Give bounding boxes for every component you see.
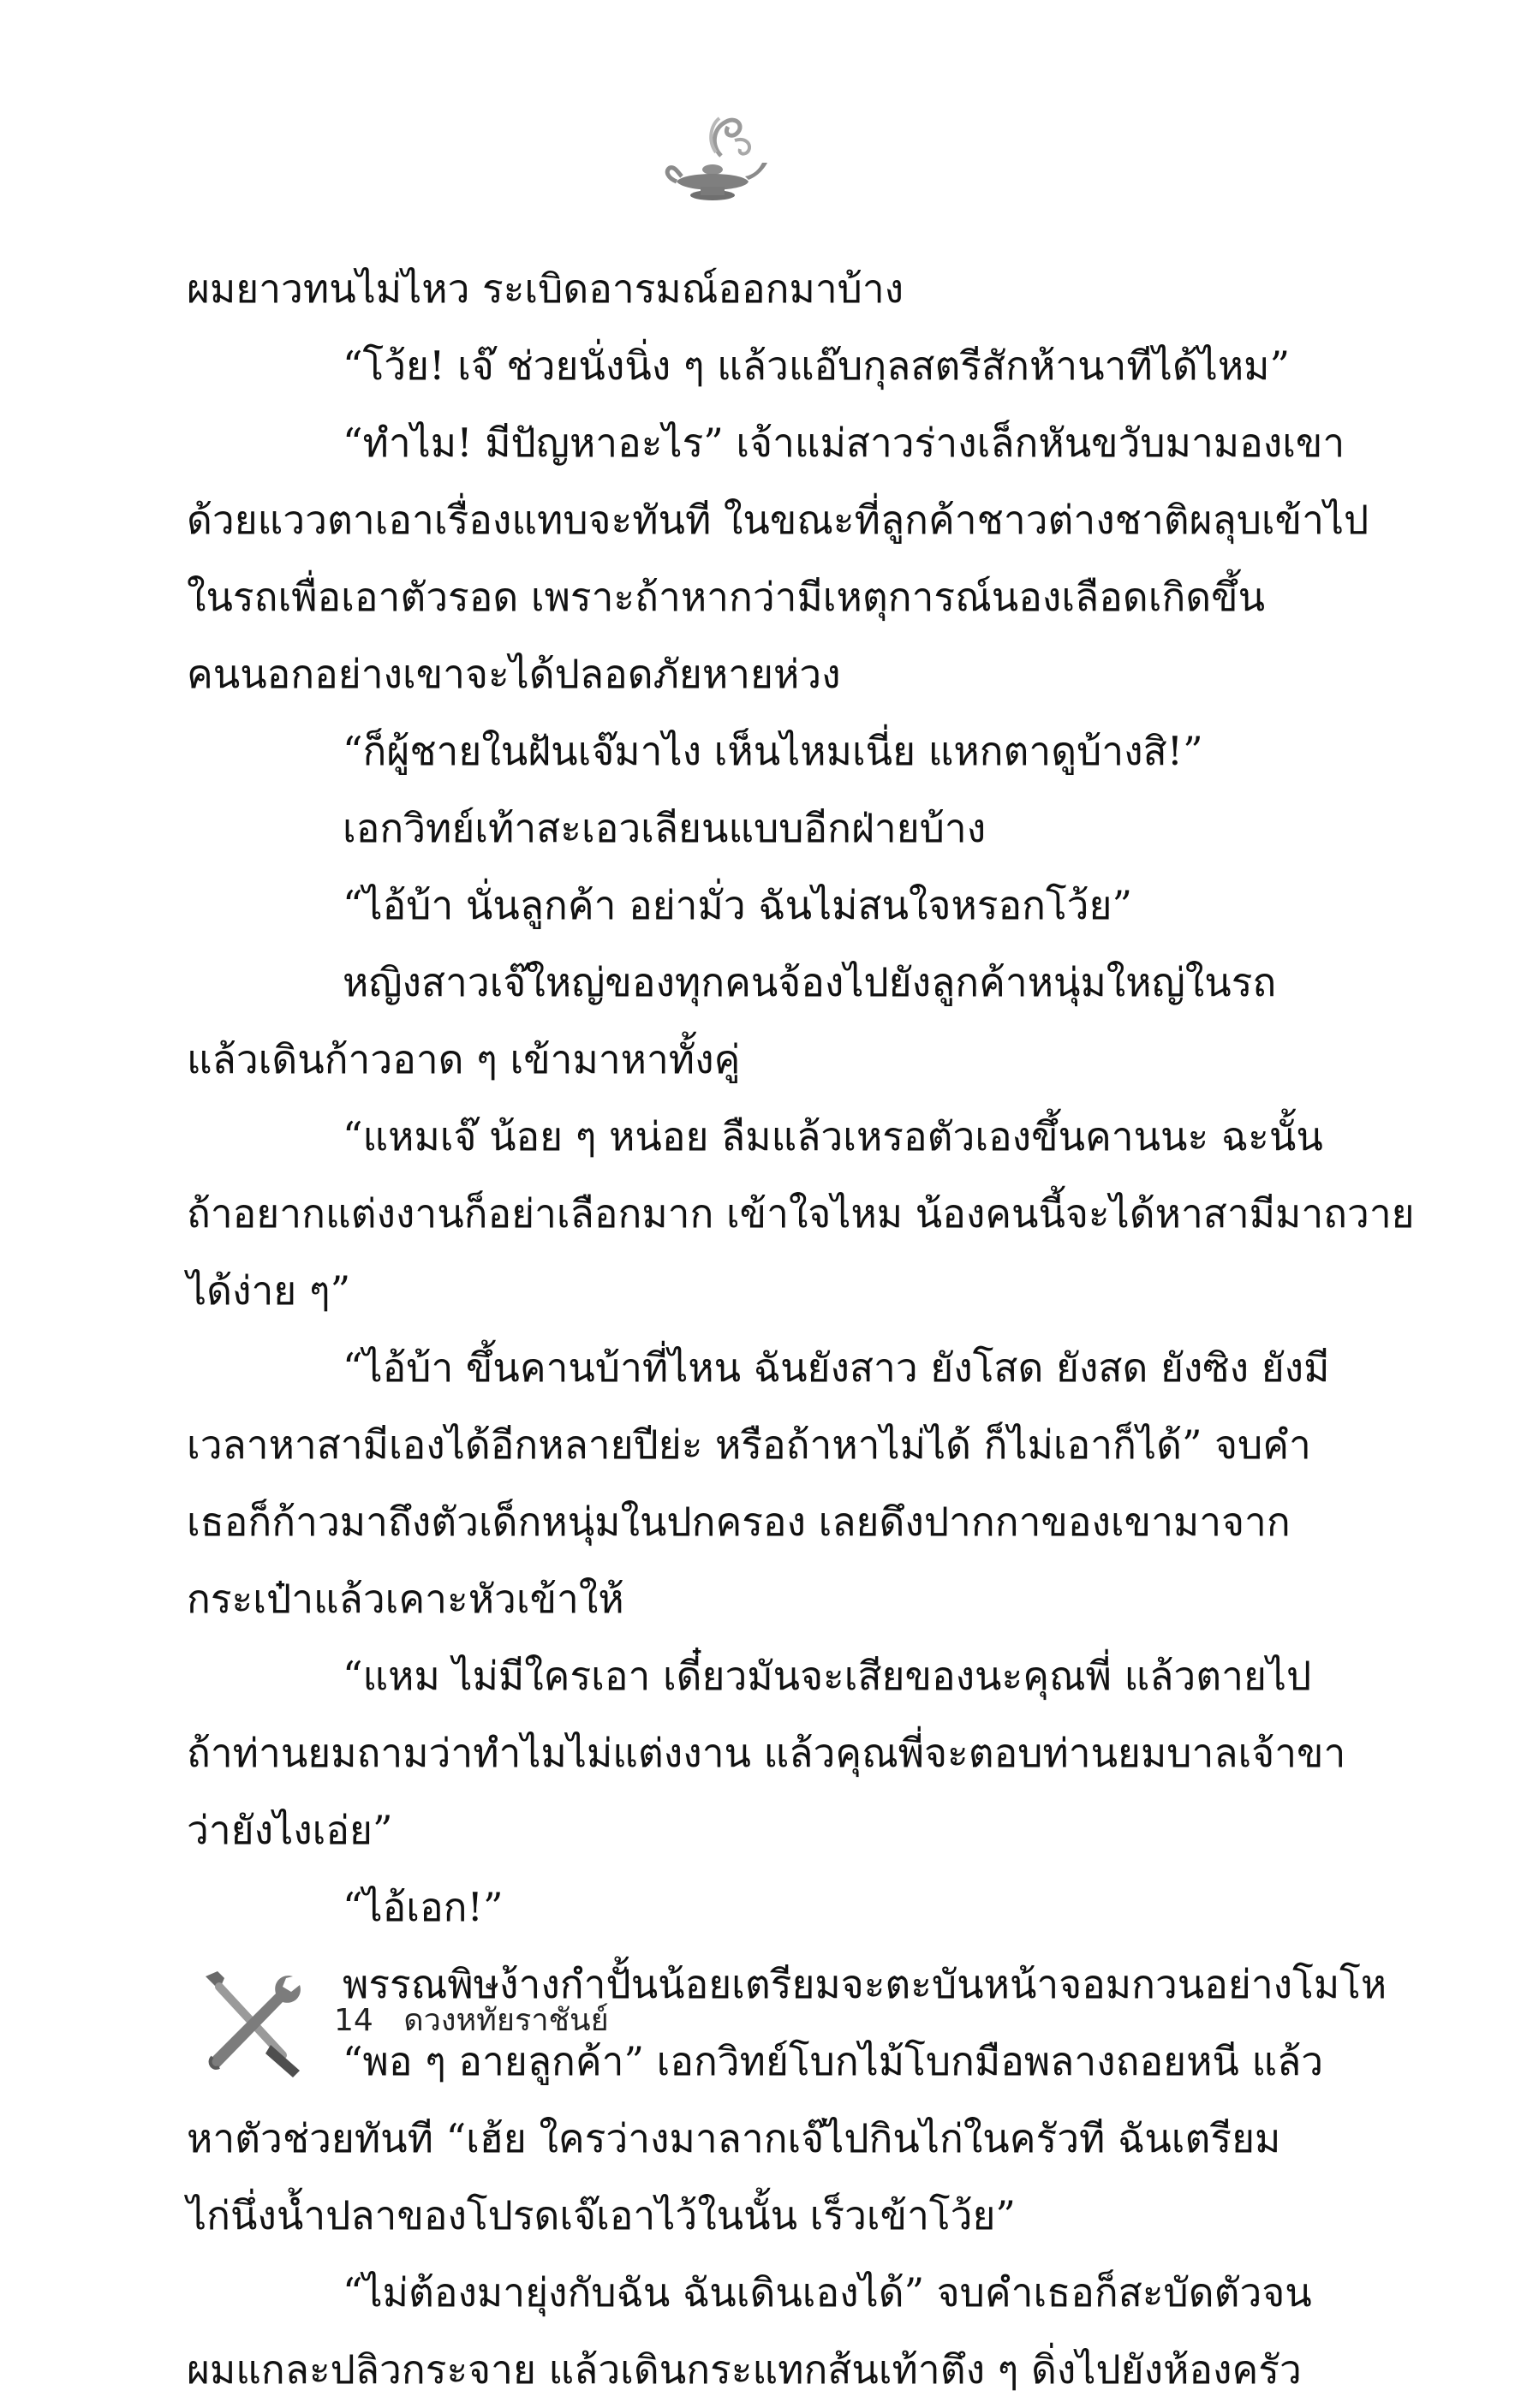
text-line: เธอก็ก้าวมาถึงตัวเด็กหนุ่มในปกครอง เลยดึงปากกาของเขามาจาก bbox=[187, 1499, 1291, 1545]
text-line: “ไอ้บ้า นั่นลูกค้า อย่ามั่ว ฉันไม่สนใจหรอกโว้ย” bbox=[343, 882, 1132, 928]
text-line: ผมแกละปลิวกระจาย แล้วเดินกระแทกส้นเท้าตึง ๆ ดิ่งไปยังห้องครัว bbox=[187, 2346, 1302, 2393]
magic-lamp-icon bbox=[659, 103, 771, 214]
text-line: ถ้าท่านยมถามว่าทำไมไม่แต่งงาน แล้วคุณพี่จะตอบท่านยมบาลเจ้าขา bbox=[187, 1730, 1346, 1776]
text-line: หญิงสาวเจ๊ใหญ่ของทุกคนจ้องไปยังลูกค้าหนุ่มใหญ่ในรถ bbox=[343, 959, 1277, 1005]
footer-text bbox=[334, 1995, 629, 2044]
text-line: “ก็ผู้ชายในฝันเจ๊มาไง เห็นไหมเนี่ย แหกตาดูบ้างสิ!” bbox=[343, 728, 1203, 774]
text-line: ผมยาวทนไม่ไหว ระเบิดอารมณ์ออกมาบ้าง bbox=[187, 265, 904, 312]
text-line: กระเป๋าแล้วเคาะหัวเข้าให้ bbox=[187, 1576, 624, 1622]
wrench-screwdriver-icon bbox=[187, 1961, 315, 2081]
page-number: 14 bbox=[334, 2003, 373, 2038]
text-line: “ไอ้บ้า ขึ้นคานบ้าที่ไหน ฉันยังสาว ยังโสด ยังสด ยังซิง ยังมี bbox=[343, 1344, 1330, 1391]
text-line: “โว้ย! เจ๊ ช่วยนั่งนิ่ง ๆ แล้วแอ๊บกุลสตรีสักห้านาทีได้ไหม” bbox=[343, 343, 1290, 389]
book-title: ดวงหทัยราชันย์ bbox=[403, 2003, 609, 2038]
text-line: ด้วยแววตาเอาเรื่องแทบจะทันที ในขณะที่ลูกค้าชาวต่างชาติผลุบเข้าไป bbox=[187, 497, 1369, 543]
text-line: เอกวิทย์เท้าสะเอวเลียนแบบอีกฝ่ายบ้าง bbox=[343, 805, 987, 851]
text-line: “แหมเจ๊ น้อย ๆ หน่อย ลืมแล้วเหรอตัวเองขึ้นคานนะ ฉะนั้น bbox=[343, 1113, 1323, 1159]
body-text bbox=[187, 250, 1415, 2408]
text-line: แล้วเดินก้าวอาด ๆ เข้ามาหาทั้งคู่ bbox=[187, 1036, 741, 1082]
page-footer bbox=[187, 1961, 786, 2081]
text-line: ว่ายังไงเอ่ย” bbox=[187, 1807, 393, 1853]
text-line: พรรณพิษง้างกำปั้นน้อยเตรียมจะตะบันหน้าจอมกวนอย่างโมโห bbox=[343, 1961, 1387, 2007]
text-line: “ทำไม! มีปัญหาอะไร” เจ้าแม่สาวร่างเล็กหันขวับมามองเขา bbox=[343, 420, 1345, 466]
text-line: “แหม ไม่มีใครเอา เดี๋ยวมันจะเสียของนะคุณพี่ แล้วตายไป bbox=[343, 1653, 1312, 1699]
text-line: “ไม่ต้องมายุ่งกับฉัน ฉันเดินเองได้” จบคำเธอก็สะบัดตัวจน bbox=[343, 2269, 1312, 2316]
text-line: ในรถเพื่อเอาตัวรอด เพราะถ้าหากว่ามีเหตุการณ์นองเลือดเกิดขึ้น bbox=[187, 574, 1266, 620]
text-line: ได้ง่าย ๆ” bbox=[187, 1267, 351, 1314]
text-line: “พอ ๆ อายลูกค้า” เอกวิทย์โบกไม้โบกมือพลางถอยหนี แล้ว bbox=[343, 2038, 1324, 2084]
text-line: ไก่นึ่งน้ำปลาของโปรดเจ๊เอาไว้ในนั้น เร็วเข้าโว้ย” bbox=[187, 2192, 1016, 2238]
text-line: เวลาหาสามีเองได้อีกหลายปีย่ะ หรือถ้าหาไม่ได้ ก็ไม่เอาก็ได้” จบคำ bbox=[187, 1422, 1311, 1468]
text-line: หาตัวช่วยทันที “เฮ้ย ใครว่างมาลากเจ๊ไปกินไก่ในครัวที ฉันเตรียม bbox=[187, 2115, 1281, 2161]
text-line: ถ้าอยากแต่งงานก็อย่าเลือกมาก เข้าใจไหม น้องคนนี้จะได้หาสามีมาถวาย bbox=[187, 1190, 1415, 1237]
text-line: คนนอกอย่างเขาจะได้ปลอดภัยหายห่วง bbox=[187, 651, 841, 697]
text-line: “ไอ้เอก!” bbox=[343, 1884, 504, 1930]
